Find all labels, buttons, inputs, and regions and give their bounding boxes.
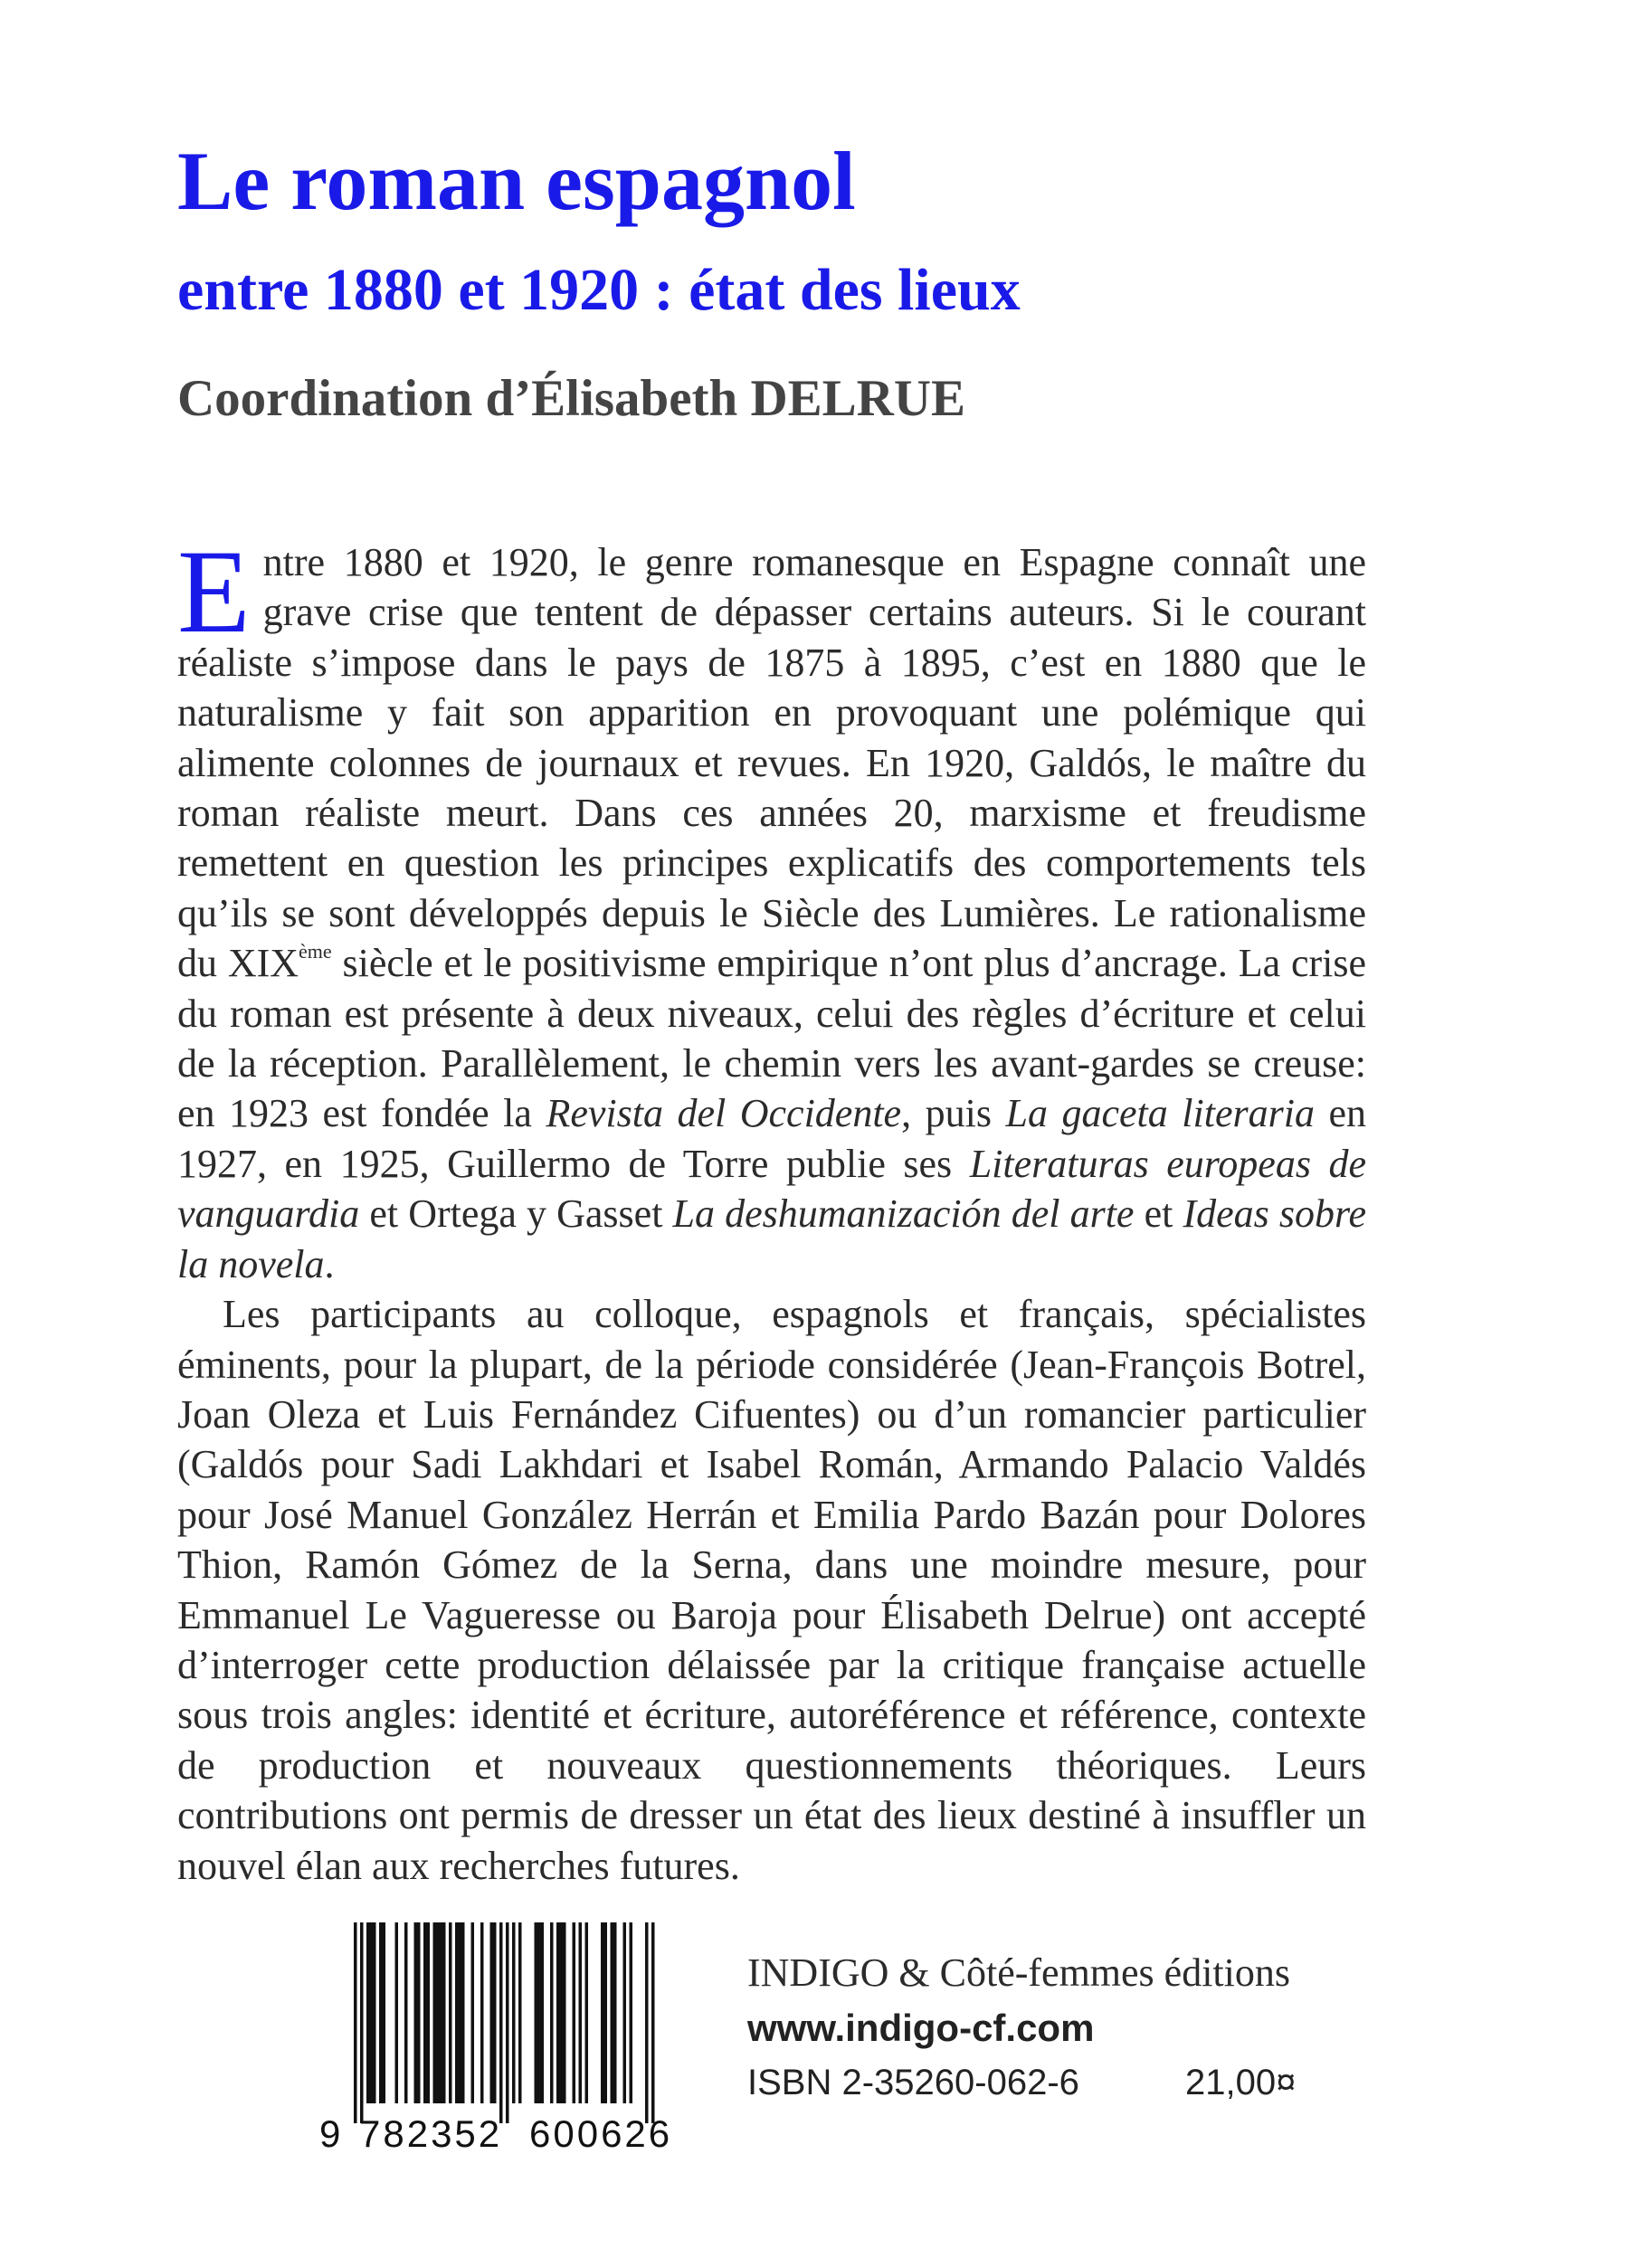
blurb-paragraph-1 (177, 525, 1367, 1289)
barcode-digits-right: 600626 (529, 2112, 673, 2155)
isbn-number: ISBN 2-35260-062-6 (747, 2063, 1079, 2102)
barcode-bar (550, 1922, 554, 2103)
blurb-text: . (324, 1241, 335, 1286)
barcode-bar (461, 1922, 465, 2103)
blurb-text: , puis (901, 1091, 1006, 1136)
barcode-bar (493, 1922, 497, 2103)
barcode-bar (360, 1922, 364, 2123)
barcode-bars (321, 1922, 701, 2123)
barcode-bar (449, 1922, 452, 2103)
barcode-bar (556, 1922, 560, 2103)
barcode-bar (613, 1922, 617, 2103)
coordination-credit: Coordination d’Élisabeth DELRUE (177, 370, 966, 427)
barcode-bar (541, 1922, 545, 2103)
barcode-bar (537, 1922, 541, 2103)
barcode-digit-first: 9 (319, 2112, 341, 2155)
title-la-deshumanizacion: La deshumanización del arte (672, 1191, 1135, 1237)
barcode-bar (506, 1922, 509, 2123)
title-literaturas-europeas: Literaturas europeas de vanguardia (177, 1141, 1366, 1237)
barcode-bar (417, 1922, 421, 2103)
barcode-bar (480, 1922, 484, 2103)
barcode-bar (651, 1922, 655, 2123)
barcode-bar (370, 1922, 374, 2103)
drop-cap: E (177, 525, 251, 658)
barcode-bar (645, 1922, 649, 2123)
barcode-bar (535, 1922, 538, 2103)
blurb-text: et (1134, 1191, 1183, 1237)
barcode-bar (433, 1922, 437, 2103)
barcode-bar (455, 1922, 459, 2103)
barcode-bar (442, 1922, 446, 2103)
barcode-bar (499, 1922, 503, 2123)
barcode-bar (414, 1922, 418, 2103)
title-revista-del-occidente: Revista del Occidente (546, 1091, 902, 1136)
barcode-bar (611, 1922, 614, 2103)
barcode-bar (383, 1922, 386, 2103)
barcode-bar (630, 1922, 633, 2103)
barcode-bar (373, 1922, 376, 2103)
title-ideas-sobre-la-novela: Ideas sobre la novela (177, 1191, 1366, 1286)
isbn-barcode (321, 1922, 701, 2162)
book-subtitle: entre 1880 et 1920 : état des lieux (177, 257, 1021, 323)
barcode-bar (354, 1922, 357, 2123)
book-title: Le roman espagnol (177, 135, 856, 227)
barcode-bar (490, 1922, 494, 2103)
barcode-bar (427, 1922, 431, 2103)
blurb-text: siècle et le positivisme empirique n’ont plus d’ancrage. La crise du roman est présente à deux niveaux, celui des règles d’écriture et celui de la réception. Parallèlement, le chemin vers les avant-gardes se creuse: en 1923 est fondée la (177, 941, 1367, 1136)
publisher-website: www.indigo-cf.com (747, 2007, 1095, 2049)
barcode-bar (518, 1922, 522, 2103)
title-la-gaceta-literaria: La gaceta literaria (1005, 1091, 1315, 1136)
barcode-bar (395, 1922, 399, 2103)
blurb-text: et Ortega y Gasset (359, 1191, 673, 1237)
barcode-bar (366, 1922, 370, 2103)
barcode-bar (471, 1922, 475, 2103)
barcode-bar (512, 1922, 516, 2103)
blurb-text: ntre 1880 et 1920, le genre romanesque en Espagne connaît une grave crise que tentent de dépasser certains auteurs. Si le courant réaliste s’impose dans le pays de 1875 à 1895, c’est en 1880 que le naturalisme y fait son apparition en provoquant une polémique qui alimente colonnes de journaux et revues. En 1920, Galdós, le maître du roman réaliste meurt. Dans ces années 20, marxisme et freudisme remettent en question les principes explicatifs des comportements tels qu’ils se sont développés depuis le Siècle des Lumières. Le rationalisme du XIX (177, 540, 1366, 986)
blurb-paragraph-2: Les participants au colloque, espagnols et français, spécialistes éminents, pour la plupart, de la période considérée (Jean-François Botrel, Joan Oleza et Luis Fernández Cifuentes) ou d’un romancier particulier (Galdós pour Sadi Lakhdari et Isabel Román, Armando Palacio Valdés pour José Manuel González Herrán et Emilia Pardo Bazán pour Dolores Thion, Ramón Gómez de la Serna, dans une moindre mesure, pour Emmanuel Le Vagueresse ou Baroja pour Élisabeth Delrue) ont accepté d’interroger cette production délaissée par la critique française actuelle sous trois angles: identité et écriture, autoréférence et référence, contexte de production et nouveaux questionnements théoriques. Leurs contributions ont permis de dresser un état des lieux destiné à insuffler un nouvel élan aux recherches futures. (177, 1292, 1366, 1888)
barcode-bar (440, 1922, 443, 2103)
price: 21,00¤ (1185, 2063, 1297, 2102)
barcode-bar (623, 1922, 627, 2103)
barcode-bar (601, 1922, 604, 2103)
barcode-bar (579, 1922, 583, 2103)
barcode-bar (404, 1922, 408, 2103)
publisher-name: INDIGO & Côté-femmes éditions (747, 1950, 1290, 1995)
barcode-bar (423, 1922, 427, 2103)
barcode-bar (573, 1922, 576, 2103)
superscript: ème (299, 940, 332, 963)
barcode-bar (459, 1922, 462, 2103)
barcode-bar (436, 1922, 440, 2103)
barcode-bar (379, 1922, 383, 2103)
barcode-bar (585, 1922, 589, 2103)
barcode-bar (604, 1922, 608, 2103)
barcode-digits-left: 782352 (359, 2112, 503, 2155)
blurb-text: en 1927, en 1925, Guillermo de Torre publie ses (177, 1091, 1366, 1186)
blurb (177, 525, 1367, 1891)
barcode-bar (560, 1922, 564, 2103)
barcode-bar (563, 1922, 566, 2103)
